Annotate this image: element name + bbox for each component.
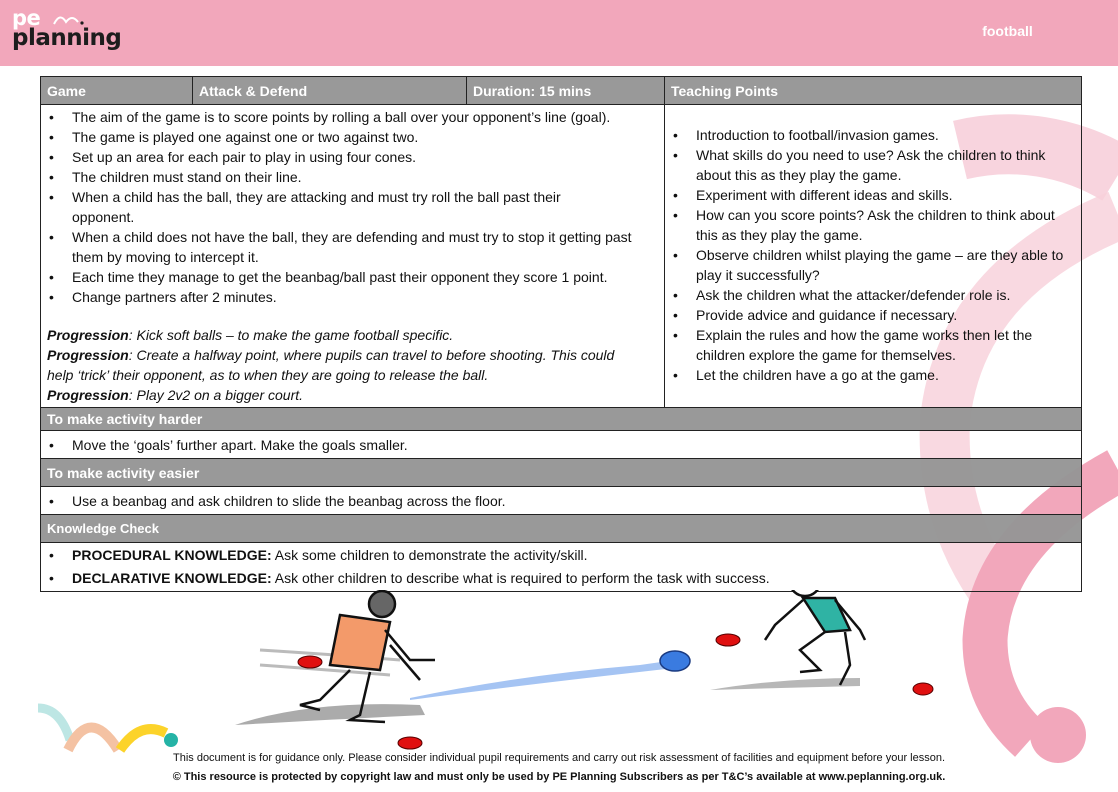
easier-title: To make activity easier bbox=[47, 464, 200, 481]
list-item: • Introduction to football/invasion games. bbox=[671, 125, 1075, 145]
easier-body bbox=[41, 487, 1082, 515]
list-item: • Experiment with different ideas and skills. bbox=[671, 185, 1075, 205]
attacker-figure bbox=[300, 591, 435, 722]
cone-icon bbox=[298, 656, 322, 668]
harder-title: To make activity harder bbox=[47, 411, 203, 427]
list-item bbox=[47, 568, 1075, 588]
duration: Duration: 15 mins bbox=[473, 82, 592, 99]
teaching-points-list bbox=[671, 125, 1075, 385]
list-item: • How can you score points? Ask the children to think about this as they play the game. bbox=[671, 205, 1075, 245]
game-name-cell bbox=[193, 77, 467, 105]
progression-text: : Create a halfway point, where pupils can travel to before shooting. This could help ‘trick’ their opponent, as to when they are going to release the ball. bbox=[47, 347, 615, 383]
knowledge-text: Ask some children to demonstrate the activity/skill. bbox=[271, 547, 588, 563]
progression-label: Progression bbox=[47, 387, 129, 403]
ball-icon bbox=[660, 651, 690, 671]
teaching-points-cell bbox=[665, 105, 1082, 408]
footer-disclaimer: This document is for guidance only. Please consider individual pupil requirements and carry out risk assessment of facilities and equipment before your lesson. bbox=[172, 752, 946, 764]
knowledge-label: DECLARATIVE KNOWLEDGE: bbox=[72, 570, 272, 586]
list-item bbox=[47, 545, 1075, 565]
progression-text: : Kick soft balls – to make the game football specific. bbox=[128, 327, 454, 343]
pe-planning-logo bbox=[12, 8, 122, 58]
corner-arcs-decoration bbox=[30, 700, 190, 755]
progression-label: Progression bbox=[47, 347, 129, 363]
progression-label: Progression bbox=[47, 327, 129, 343]
list-item: • Let the children have a go at the game. bbox=[671, 365, 1075, 385]
logo-swoosh-icon bbox=[52, 12, 88, 26]
easier-header bbox=[41, 459, 1082, 487]
lesson-plan-table bbox=[40, 76, 1082, 592]
list-item: • Move the ‘goals’ further apart. Make the goals smaller. bbox=[47, 435, 1075, 455]
page-header bbox=[0, 0, 1118, 66]
list-item: • The children must stand on their line. bbox=[47, 167, 658, 187]
defender-figure bbox=[765, 590, 865, 685]
subject-label: football bbox=[982, 23, 1033, 39]
duration-cell bbox=[467, 77, 665, 105]
game-description-cell bbox=[41, 105, 665, 408]
teaching-points-header bbox=[665, 77, 1082, 105]
knowledge-body bbox=[41, 543, 1082, 592]
progression-item bbox=[47, 385, 658, 405]
list-item: • The aim of the game is to score points by rolling a ball over your opponent’s line (goal). bbox=[47, 107, 658, 127]
list-item: • Each time they manage to get the beanbag/ball past their opponent they score 1 point. bbox=[47, 267, 658, 287]
progression-text: : Play 2v2 on a bigger court. bbox=[128, 387, 304, 403]
game-label-cell bbox=[41, 77, 193, 105]
teaching-points-label: Teaching Points bbox=[671, 82, 779, 99]
game-illustration bbox=[220, 590, 970, 755]
cone-icon bbox=[716, 634, 740, 646]
game-name: Attack & Defend bbox=[199, 82, 308, 99]
footer-copyright: © This resource is protected by copyright law and must only be used by PE Planning Subscribers as per T&C’s available at www.peplanning.org.uk. bbox=[172, 771, 946, 783]
list-item: • When a child does not have the ball, they are defending and must try to stop it getting past them by moving to intercept it. bbox=[47, 227, 658, 267]
list-item: • Observe children whilst playing the game – are they able to play it successfully? bbox=[671, 245, 1075, 285]
harder-body bbox=[41, 431, 1082, 459]
list-item: • Use a beanbag and ask children to slide the beanbag across the floor. bbox=[47, 491, 1075, 511]
list-item: • The game is played one against one or two against two. bbox=[47, 127, 658, 147]
knowledge-label: PROCEDURAL KNOWLEDGE: bbox=[72, 547, 272, 563]
knowledge-title: Knowledge Check bbox=[47, 520, 159, 536]
list-item: • What skills do you need to use? Ask the children to think about this as they play the game. bbox=[671, 145, 1075, 185]
list-item: • Set up an area for each pair to play in using four cones. bbox=[47, 147, 658, 167]
list-item: • Change partners after 2 minutes. bbox=[47, 287, 658, 307]
list-item: • Ask the children what the attacker/defender role is. bbox=[671, 285, 1075, 305]
ball-trail bbox=[410, 660, 675, 700]
cone-icon bbox=[398, 737, 422, 749]
progression-item bbox=[47, 345, 658, 385]
knowledge-header bbox=[41, 515, 1082, 543]
cone-icon bbox=[913, 683, 933, 695]
knowledge-text: Ask other children to describe what is required to perform the task with success. bbox=[271, 570, 770, 586]
progressions bbox=[47, 325, 658, 405]
shadow-right bbox=[710, 678, 860, 690]
list-item: • Provide advice and guidance if necessary. bbox=[671, 305, 1075, 325]
description-list bbox=[47, 107, 658, 307]
game-label: Game bbox=[47, 82, 86, 99]
list-item: • When a child has the ball, they are attacking and must try roll the ball past their opponent. bbox=[47, 187, 658, 227]
progression-item bbox=[47, 325, 658, 345]
logo-pe-text: pe bbox=[12, 6, 41, 30]
harder-header bbox=[41, 408, 1082, 431]
list-item: • Explain the rules and how the game works then let the children explore the game for themselves. bbox=[671, 325, 1075, 365]
shadow-left bbox=[235, 704, 425, 725]
logo-planning-text: planning bbox=[12, 25, 122, 51]
